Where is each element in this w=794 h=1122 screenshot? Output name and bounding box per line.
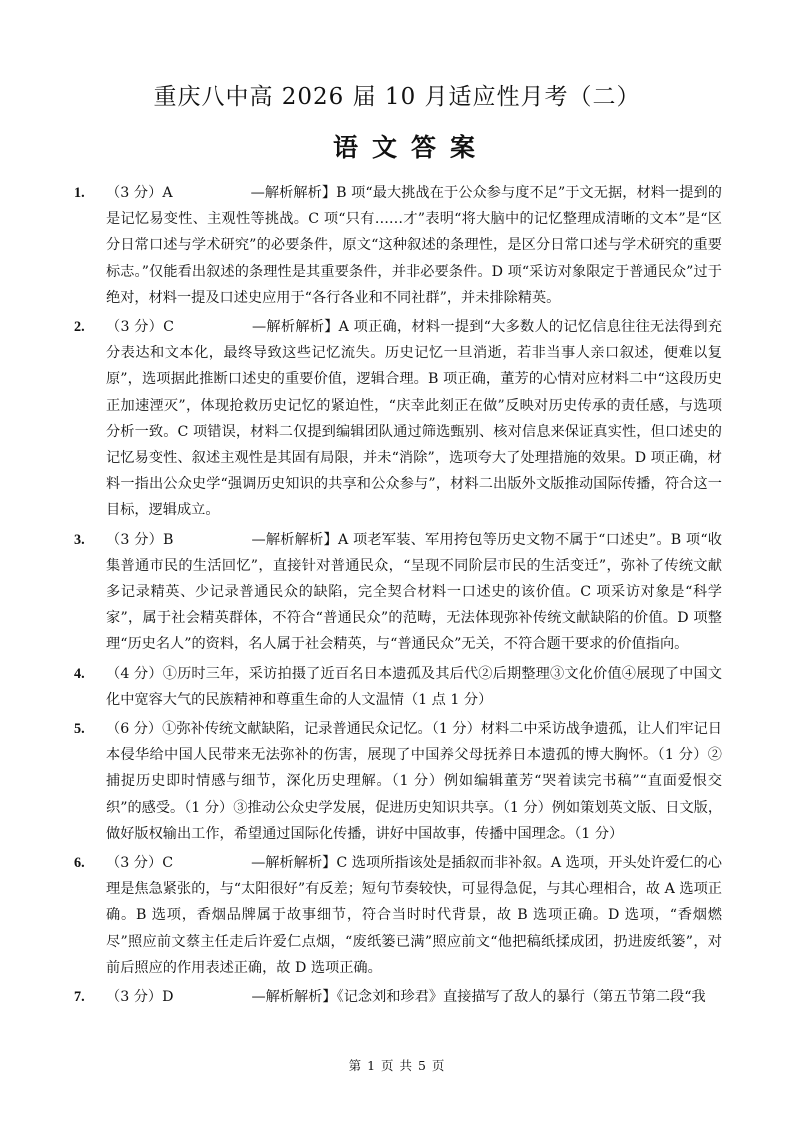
- answer-text: —解析解析】A 项正确，材料一提到“大多数人的记忆信息往往无法得到充分表达和文本化，最终导致这些记忆流失。历史记忆一旦消逝，若非当事人亲口叙述，便难以复原”，选项据此推断口述史的重要价值，逻辑合理。B 项正确，董芳的心情对应材料二中“这段历史正加速湮灭”，体现抢救历史记忆的紧迫性，“庆幸此刻正在做”反映对历史传承的责任感，与选项分析一致。C 项错误，材料二仅提到编辑团队通过筛选甄别、核对信息来保证真实性，但口述史的记忆易变性、叙述主观性是其固有局限，并未“消除”，选项夸大了处理措施的效果。D 项正确，材料一指出公众史学“强调历史知识的共享和公众参与”，材料二出版外文版推动国际传播，符合这一目标，逻辑成立。: [106, 319, 722, 519]
- page-title: 重庆八中高 2026 届 10 月适应性月考（二）: [153, 84, 641, 110]
- answer-number: 5.: [74, 721, 85, 738]
- answer-score: （3 分）C: [106, 319, 174, 336]
- answer-text: —解析解析】A 项老军装、军用挎包等历史文物不属于“口述史”。B 项“收集普通市民的生活回忆”，直接针对普通民众，“呈现不同阶层市民的生活变迁”，弥补了传统文献多记录精英、少记录普通民众的缺陷，完全契合材料一口述史的该价值。C 项采访对象是“科学家”，属于社会精英群体，不符合“普通民众”的范畴，无法体现弥补传统文献缺陷的价值。D 项整理“历史名人”的资料，名人属于社会精英，与“普通民众”无关，不符合题干要求的价值指向。: [106, 531, 722, 653]
- answer-item-2: [74, 314, 722, 524]
- answer-item-6: [74, 850, 722, 981]
- answer-number: 3.: [74, 531, 85, 548]
- answer-score: （6 分）: [106, 721, 163, 738]
- answer-text: —解析解析】《记念刘和珍君》直接描写了敌人的暴行（第五节第二段“我: [251, 989, 706, 1006]
- answer-item-7: [74, 984, 722, 1010]
- answer-score: （4 分）: [106, 665, 163, 682]
- answer-item-5: [74, 716, 722, 847]
- answer-text: ①弥补传统文献缺陷，记录普通民众记忆。（1 分）材料二中采访战争遗孤，让人们牢记日本侵华给中国人民带来无法弥补的伤害，展现了中国养父母抚养日本遗孤的博大胸怀。（1 分）②捕捉历史即时情感与细节，深化历史理解。（1 分）例如编辑董芳“哭着读完书稿”“直面爱恨交织”的感受。（1 分）③推动公众史学发展，促进历史知识共享。（1 分）例如策划英文版、日文版，做好版权输出工作，希望通过国际化传播，讲好中国故事，传播中国理念。（1 分）: [106, 721, 723, 842]
- answer-text: —解析解析】C 选项所指该处是插叙而非补叙。A 选项，开头处许爱仁的心理是焦急紧张的，与“太阳很好”有反差；短句节奏较快，可显得急促，与其心理相合，故 A 选项正确。B 选项，香烟品牌属于故事细节，符合当时时代背景，故 B 选项正确。D 选项，“香烟燃尽”照应前文蔡主任走后许爱仁点烟，“废纸篓已满”照应前文“他把稿纸揉成团，扔进废纸篓”，对前后照应的作用表述正确，故 D 选项正确。: [106, 855, 722, 976]
- answer-number: 6.: [74, 855, 85, 872]
- answer-score: （3 分）D: [106, 989, 174, 1006]
- answer-score: （3 分）B: [106, 531, 174, 548]
- answer-text: —解析解析】B 项“最大挑战在于公众参与度不足”于文无据，材料一提到的是记忆易变性、主观性等挑战。C 项“只有……才”表明“将大脑中的记忆整理成清晰的文本”是“区分日常口述与学术研究”的必要条件，原文“这种叙述的条理性，是区分日常口述与学术研究的重要标志。”仅能看出叙述的条理性是其重要条件，并非必要条件。D 项“采访对象限定于普通民众”过于绝对，材料一提及口述史应用于“各行各业和不同社群”，并未排除精英。: [106, 185, 722, 306]
- answer-item-1: [74, 180, 722, 311]
- answer-score: （3 分）A: [106, 185, 173, 201]
- answer-number: 4.: [74, 665, 85, 682]
- answer-item-4: [74, 661, 722, 713]
- answer-list: [74, 180, 722, 1013]
- answer-number: 2.: [74, 319, 85, 336]
- answer-score: （3 分）C: [106, 855, 174, 872]
- answer-text: ①历时三年，采访拍摄了近百名日本遗孤及其后代②后期整理③文化价值④展现了中国文化中宽容大气的民族精神和尊重生命的人文温情（1 点 1 分）: [106, 665, 722, 708]
- answer-number: 7.: [74, 989, 85, 1006]
- answer-item-3: [74, 527, 722, 658]
- page-subtitle: 语文答案: [332, 133, 489, 162]
- answer-number: 1.: [74, 185, 85, 201]
- page-footer: 第 1 页 共 5 页: [348, 1058, 446, 1073]
